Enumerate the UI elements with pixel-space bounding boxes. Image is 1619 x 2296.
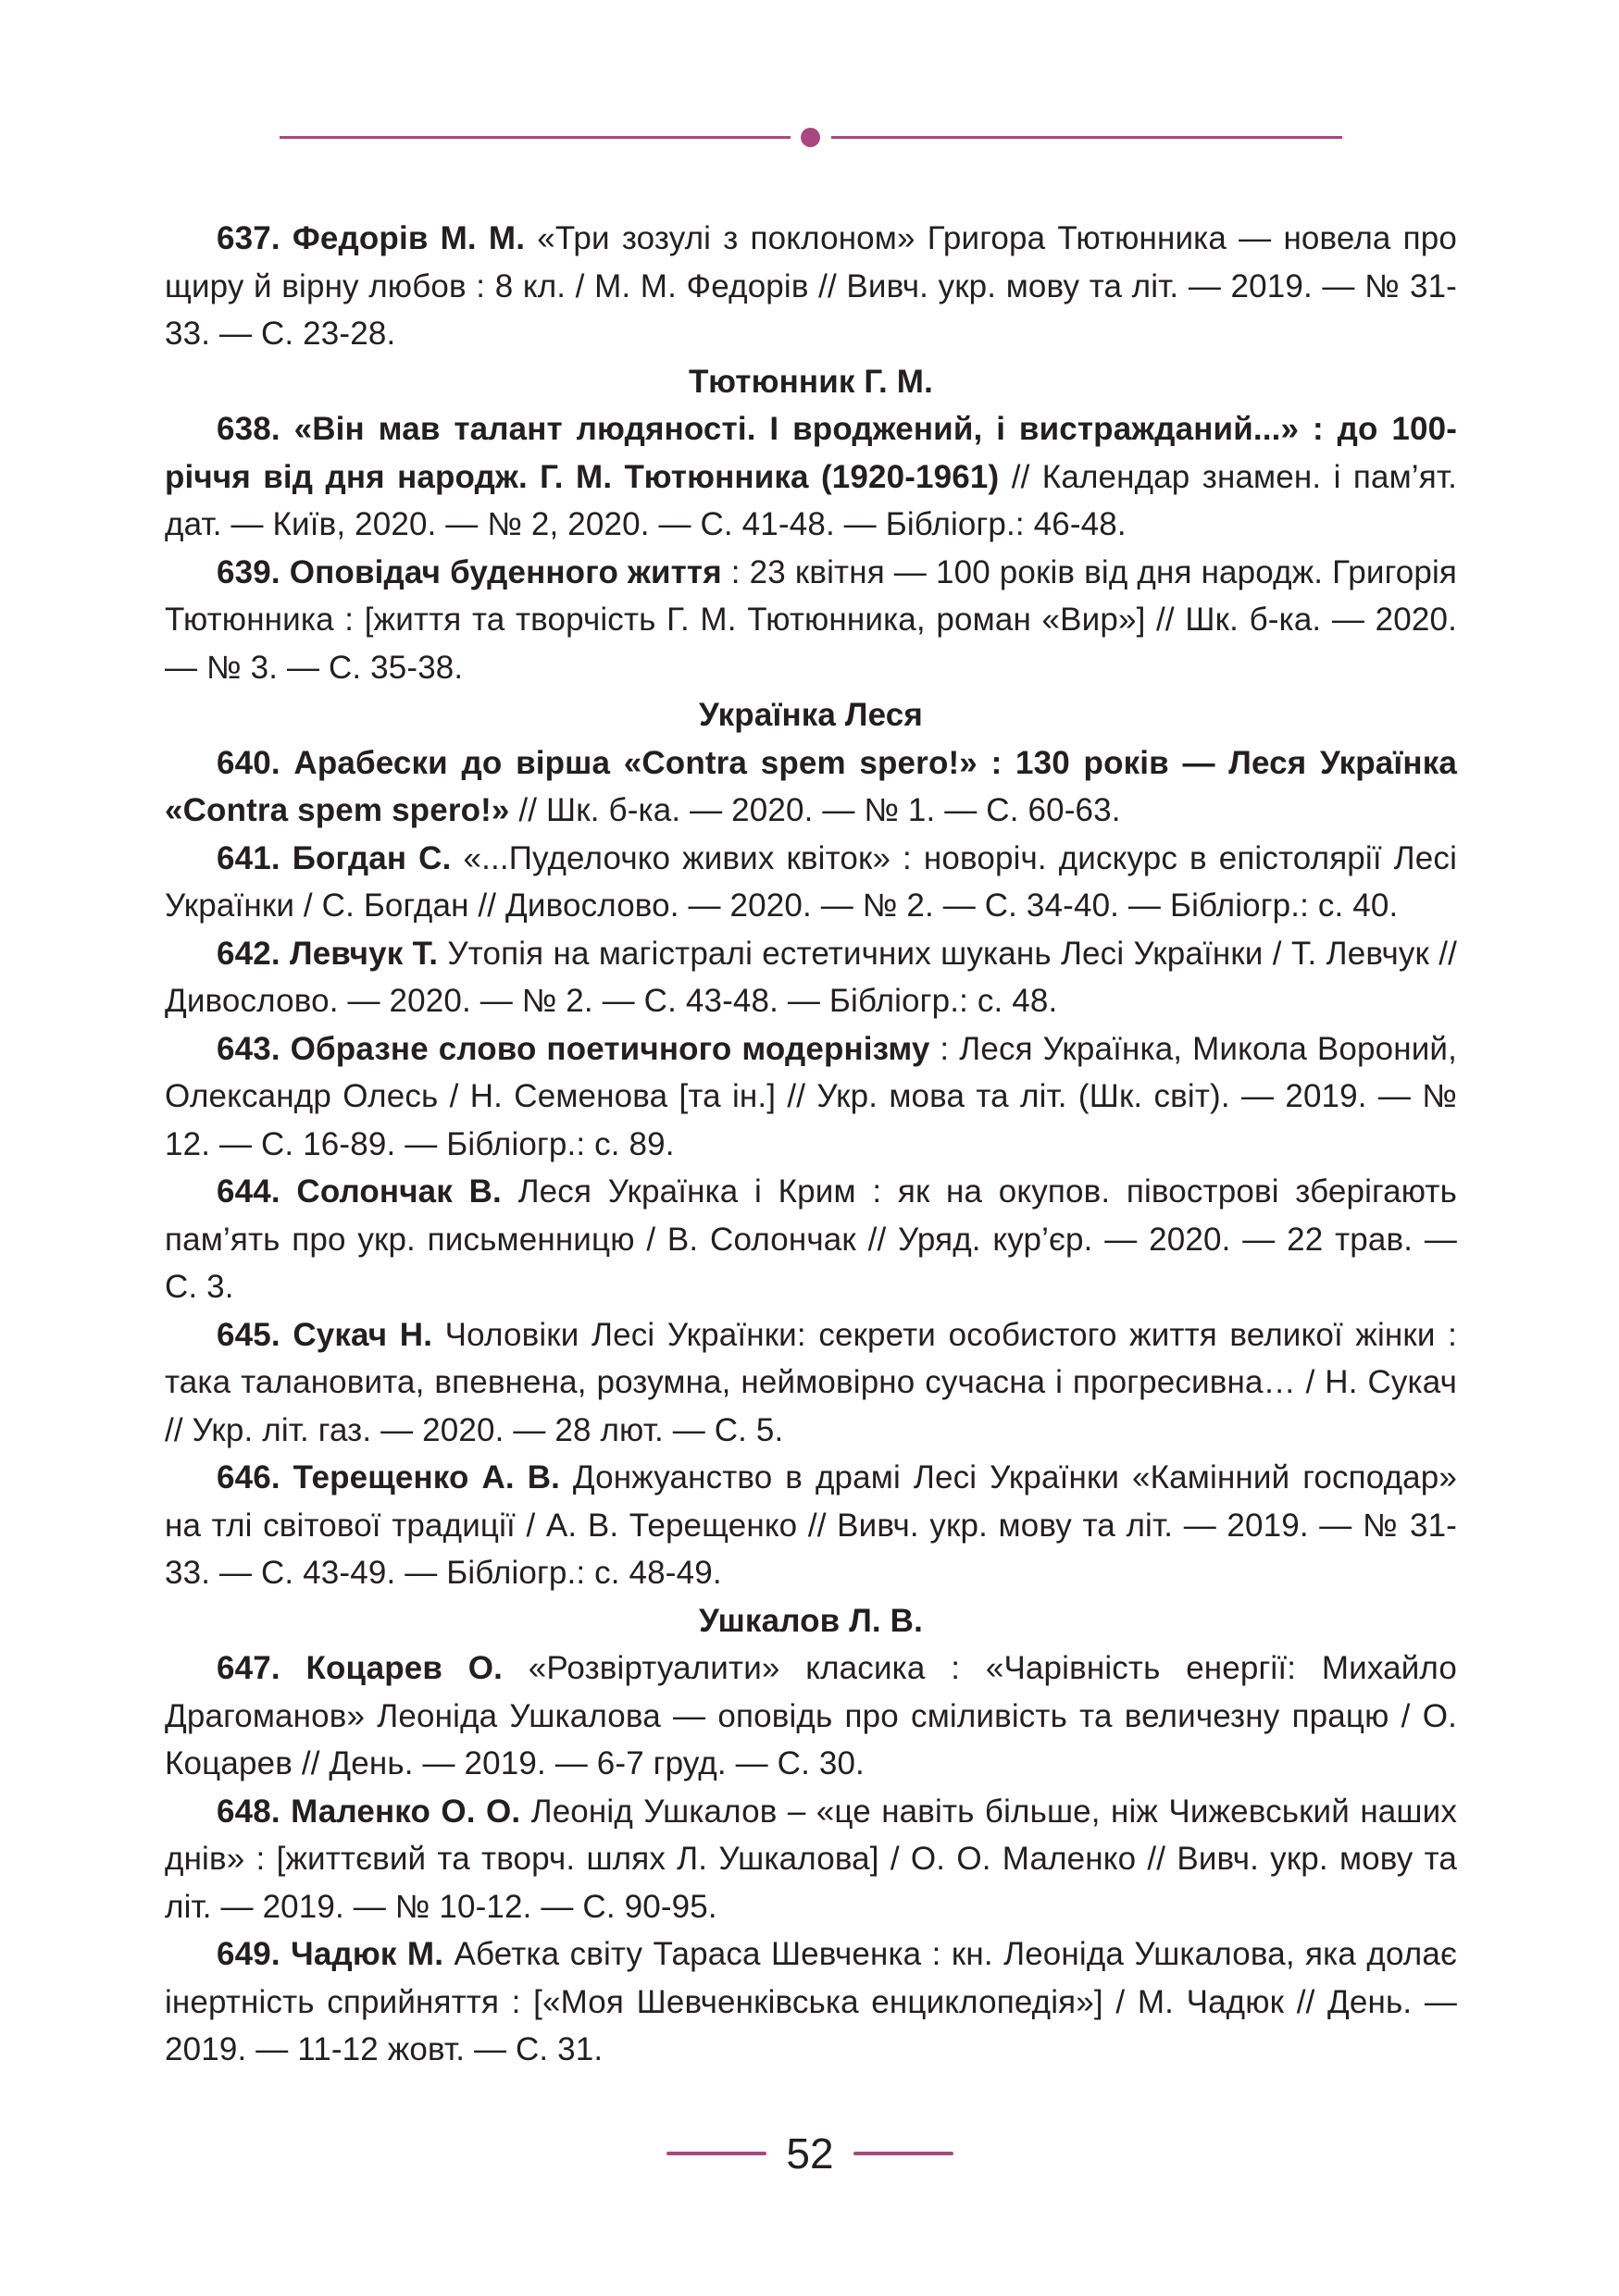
entry-number: 644. bbox=[217, 1173, 280, 1210]
entry-author-title: Сукач Н. bbox=[293, 1316, 433, 1353]
entry-details: Чоловіки Лесі Українки: секрети особистого життя великої жінки : така талановита, впевнена, розумна, неймовірно сучасна і прогресивна… / Н. Сукач // Укр. літ. газ. — 2020. — 28 лют. — С. 5. bbox=[165, 1316, 1457, 1448]
entry-number: 641. bbox=[217, 839, 280, 876]
rule-line-right bbox=[831, 136, 1342, 139]
entry-number: 649. bbox=[217, 1936, 280, 1972]
entry-number: 640. bbox=[217, 744, 280, 781]
bibliography-entry bbox=[165, 739, 1457, 835]
entry-number: 637. bbox=[217, 220, 280, 256]
entry-details: Донжуанство в драмі Лесі Українки «Камінний господар» на тлі світової традиції / А. В. Терещенко // Вивч. укр. мову та літ. — 2019. — № 31-33. — С. 43-49. — Бібліогр.: с. 48-49. bbox=[165, 1459, 1458, 1591]
entry-author-title: Арабески до вірша «Contra spem spero!» : 130 років — Леся Українка «Contra spem spero!» bbox=[165, 744, 1457, 828]
entry-details: Утопія на магістралі естетичних шукань Лесі Українки / Т. Левчук // Дивослово. — 2020. — № 2. — С. 43-48. — Бібліогр.: с. 48. bbox=[165, 935, 1457, 1019]
entry-details: «Три зозулі з поклоном» Григора Тютюнника — новела про щиру й вірну любов : 8 кл. / М. М. Федорів // Вивч. укр. мову та літ. — 2019. — № 31-33. — С. 23-28. bbox=[165, 220, 1457, 352]
page-footer bbox=[666, 2126, 953, 2181]
bibliography-entry bbox=[165, 1454, 1457, 1597]
bibliography-entry bbox=[165, 1788, 1457, 1931]
entry-details: Леонід Ушкалов – «це навіть більше, ніж Чижевський наших днів» : [життєвий та творч. шлях Л. Ушкалова] / О. О. Маленко // Вивч. укр. мову та літ. — 2019. — № 10-12. — С. 90-95. bbox=[165, 1793, 1457, 1925]
entry-details: Абетка світу Тараса Шевченка : кн. Леоніда Ушкалова, яка долає інертність сприйняття : [«Моя Шевченківська енциклопедія»] / М. Чадюк // День. — 2019. — 11-12 жовт. — С. 31. bbox=[165, 1936, 1457, 2067]
rule-dot bbox=[801, 128, 820, 147]
entry-number: 639. bbox=[217, 553, 280, 590]
section-heading: Ушкалов Л. В. bbox=[699, 1602, 923, 1639]
bibliography-list bbox=[165, 215, 1457, 2074]
entry-author-title: Левчук Т. bbox=[289, 935, 439, 972]
bibliography-entry bbox=[165, 1930, 1457, 2074]
entry-details: : 23 квітня — 100 років від дня народж. Григорія Тютюнника : [життя та творчість Г. М. Тютюнника, роман «Вир»] // Шк. б-ка. — 2020. — № 3. — С. 35-38. bbox=[165, 553, 1458, 686]
bibliography-entry bbox=[165, 405, 1457, 549]
entry-details: : Леся Українка, Микола Вороний, Олександр Олесь / Н. Семенова [та ін.] // Укр. мова та літ. (Шк. світ). — 2019. — № 12. — С. 16-89. — Бібліогр.: с. 89. bbox=[165, 1030, 1457, 1162]
entry-details: // Шк. б-ка. — 2020. — № 1. — С. 60-63. bbox=[509, 792, 1121, 828]
entry-author-title: Федорів М. М. bbox=[292, 220, 526, 256]
entry-author-title: Оповідач буденного життя bbox=[289, 553, 722, 590]
entry-number: 645. bbox=[217, 1316, 280, 1353]
bibliography-entry bbox=[165, 1025, 1457, 1169]
entry-author-title: Солончак В. bbox=[296, 1173, 502, 1210]
entry-number: 642. bbox=[217, 935, 280, 972]
bibliography-entry bbox=[165, 549, 1457, 692]
entry-number: 646. bbox=[217, 1459, 280, 1496]
footer-line-right bbox=[853, 2152, 953, 2155]
section-heading: Українка Леся bbox=[699, 697, 923, 733]
bibliography-entry bbox=[165, 930, 1457, 1025]
entry-author-title: Богдан С. bbox=[292, 839, 452, 876]
bibliography-entry bbox=[165, 835, 1457, 930]
entry-number: 643. bbox=[217, 1030, 280, 1067]
entry-details: «Розвіртуалити» класика : «Чарівність енергії: Михайло Драгоманов» Леоніда Ушкалова — оповідь про сміливість та величезну працю / О. Коцарев // День. — 2019. — 6-7 груд. — С. 30. bbox=[165, 1650, 1458, 1781]
entry-number: 648. bbox=[217, 1793, 280, 1830]
entry-number: 638. bbox=[217, 411, 280, 447]
entry-author-title: Коцарев О. bbox=[305, 1650, 504, 1686]
entry-author-title: Чадюк М. bbox=[291, 1936, 444, 1972]
entry-author-title: Терещенко А. В. bbox=[293, 1459, 560, 1496]
bibliography-entry bbox=[165, 1644, 1457, 1788]
footer-line-left bbox=[666, 2152, 766, 2155]
entry-details: // Календар знамен. і пам’ят. дат. — Київ, 2020. — № 2, 2020. — С. 41-48. — Бібліогр.: 46-48. bbox=[165, 458, 1458, 542]
entry-number: 647. bbox=[217, 1650, 280, 1686]
entry-author-title: Образне слово поетичного модернізму bbox=[290, 1030, 930, 1067]
entry-author-title: Маленко О. О. bbox=[291, 1793, 521, 1830]
entry-details: Леся Українка і Крим : як на окупов. півострові зберігають пам’ять про укр. письменницю / В. Солончак // Уряд. кур’єр. — 2020. — 22 трав. — С. 3. bbox=[165, 1173, 1457, 1305]
top-decorative-rule bbox=[280, 128, 1342, 146]
page-number: 52 bbox=[786, 2129, 834, 2178]
bibliography-entry bbox=[165, 1311, 1457, 1455]
rule-line-left bbox=[280, 136, 791, 139]
bibliography-entry bbox=[165, 1168, 1457, 1311]
section-heading: Тютюнник Г. М. bbox=[689, 363, 933, 400]
entry-author-title: «Він мав талант людяності. І вроджений, і вистражданий...» : до 100-річчя від дня народж. Г. М. Тютюнника (1920-1961) bbox=[165, 411, 1457, 495]
bibliography-entry bbox=[165, 215, 1457, 358]
entry-details: «...Пуделочко живих квіток» : новоріч. дискурс в епістолярії Лесі Українки / С. Богдан // Дивослово. — 2020. — № 2. — С. 34-40. — Бібліогр.: с. 40. bbox=[165, 839, 1457, 924]
